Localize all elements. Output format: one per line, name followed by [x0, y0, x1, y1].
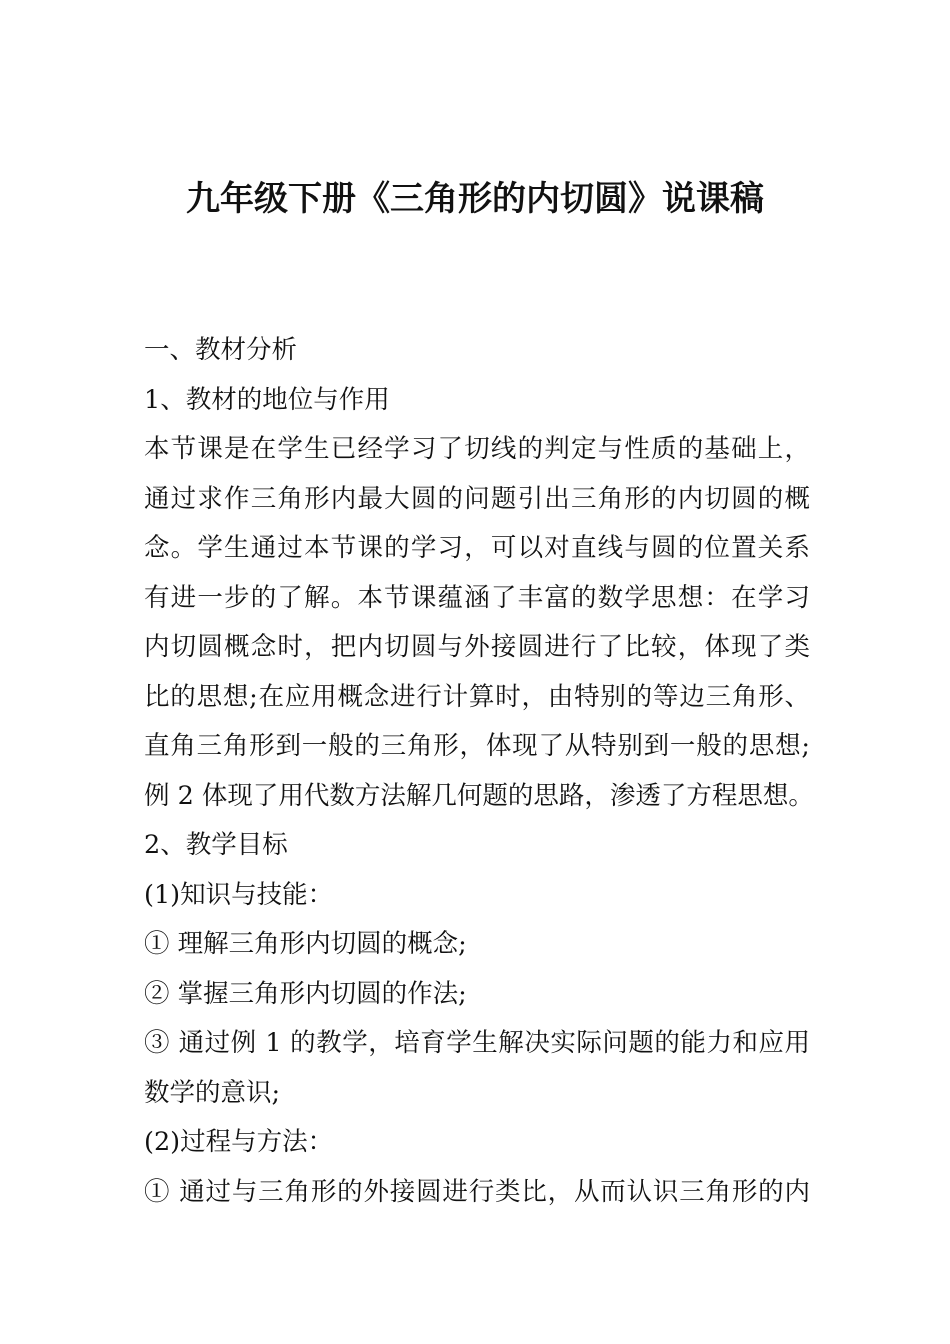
list-heading: (1)知识与技能：: [144, 879, 334, 910]
paragraph-line: 例 2 体现了用代数方法解几何题的思路，渗透了方程思想。: [144, 780, 814, 811]
paragraph-line: 直角三角形到一般的三角形，体现了从特别到一般的思想;: [144, 731, 810, 761]
list-heading: (2)过程与方法：: [144, 1127, 334, 1157]
subsection-heading: 1、教材的地位与作用: [144, 384, 390, 415]
section-heading: 一、教材分析: [144, 335, 298, 365]
paragraph-line: 内切圆概念时，把内切圆与外接圆进行了比较，体现了类: [144, 632, 810, 662]
subsection-heading: 2、教学目标: [144, 830, 288, 860]
document-body: [144, 326, 814, 1217]
paragraph-line: 有进一步的了解。本节课蕴涵了丰富的数学思想：在学习: [144, 582, 810, 613]
paragraph-line: 比的思想;在应用概念进行计算时，由特别的等边三角形、: [144, 681, 810, 712]
paragraph-line: 通过求作三角形内最大圆的问题引出三角形的内切圆的概: [144, 483, 810, 514]
list-item: ③ 通过例 1 的教学，培育学生解决实际问题的能力和应用: [144, 1028, 810, 1058]
paragraph-line: 念。学生通过本节课的学习，可以对直线与圆的位置关系: [144, 533, 810, 563]
list-item: ② 掌握三角形内切圆的作法;: [144, 978, 467, 1009]
list-item-continuation: 数学的意识;: [144, 1077, 281, 1108]
paragraph-line: 本节课是在学生已经学习了切线的判定与性质的基础上，: [144, 434, 810, 464]
list-item: ① 理解三角形内切圆的概念;: [144, 929, 467, 959]
document-title: 九年级下册《三角形的内切圆》说课稿: [186, 179, 764, 219]
list-item: ① 通过与三角形的外接圆进行类比，从而认识三角形的内: [144, 1176, 810, 1207]
